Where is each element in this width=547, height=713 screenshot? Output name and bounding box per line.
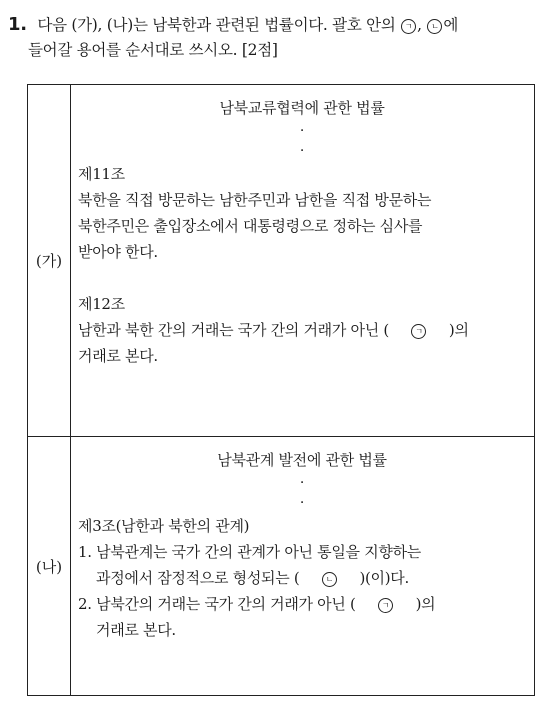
article-12-heading: 제12조 <box>78 295 125 313</box>
question-prompt <box>8 12 540 63</box>
section-na-content <box>78 437 526 695</box>
article-12-text-before: 남한과 북한 간의 거래는 국가 간의 거래가 아닌 ( <box>78 321 389 339</box>
item-2-text-after: )의 <box>415 595 436 613</box>
blank-giyeok <box>356 591 416 617</box>
question-text-part2: 에 <box>443 16 459 34</box>
blank-giyeok <box>389 317 449 343</box>
section-na <box>28 437 534 695</box>
article-12-line-1 <box>78 317 526 343</box>
section-na-label: (나) <box>28 437 71 695</box>
item-2-line-1 <box>78 591 526 617</box>
article-12-text-after: )의 <box>448 321 469 339</box>
item-1-text-after: )(이)다. <box>359 569 409 587</box>
article-11-heading: 제11조 <box>78 165 125 183</box>
circled-mark-giyeok: ㄱ <box>401 19 416 34</box>
circled-mark-nieun: ㄴ <box>427 19 442 34</box>
question-line-2: 들어갈 용어를 순서대로 쓰시오. [2점] <box>28 41 278 59</box>
law-title-relations: 남북관계 발전에 관한 법률 <box>217 451 387 469</box>
item-1-line-2 <box>78 565 526 591</box>
item-1-text-before: 과정에서 잠정적으로 형성되는 ( <box>96 569 300 587</box>
item-1-line-1: 1. 남북관계는 국가 간의 관계가 아닌 통일을 지향하는 <box>78 543 421 561</box>
section-ga <box>28 85 534 437</box>
question-number: 1. <box>8 14 27 35</box>
article-11-line: 북한주민은 출입장소에서 대통령령으로 정하는 심사를 <box>78 217 423 235</box>
ellipsis-dot: · <box>299 495 305 511</box>
circled-mark-giyeok: ㄱ <box>378 598 393 613</box>
circled-mark-nieun: ㄴ <box>322 572 337 587</box>
section-ga-label: (가) <box>28 85 71 436</box>
section-ga-content <box>78 85 526 436</box>
law-excerpt-box <box>27 84 535 696</box>
item-2-line-2: 거래로 본다. <box>96 621 176 639</box>
article-11-line: 북한을 직접 방문하는 남한주민과 남한을 직접 방문하는 <box>78 191 432 209</box>
article-12-line-2: 거래로 본다. <box>78 347 158 365</box>
item-2-text-before: 2. 남북간의 거래는 국가 간의 거래가 아닌 ( <box>78 595 356 613</box>
spacer <box>78 265 526 291</box>
ellipsis-dot: · <box>299 475 305 491</box>
question-text-part1: 다음 (가), (나)는 남북한과 관련된 법률이다. 괄호 안의 <box>37 16 396 34</box>
law-title-exchange: 남북교류협력에 관한 법률 <box>219 99 385 117</box>
ellipsis-dot: · <box>299 123 305 139</box>
article-11-line: 받아야 한다. <box>78 243 158 261</box>
circled-mark-giyeok: ㄱ <box>411 324 426 339</box>
ellipsis-dot: · <box>299 143 305 159</box>
blank-nieun <box>299 565 359 591</box>
article-3-heading: 제3조(남한과 북한의 관계) <box>78 517 250 535</box>
question-comma: , <box>417 16 422 34</box>
question-line-1 <box>8 12 540 38</box>
